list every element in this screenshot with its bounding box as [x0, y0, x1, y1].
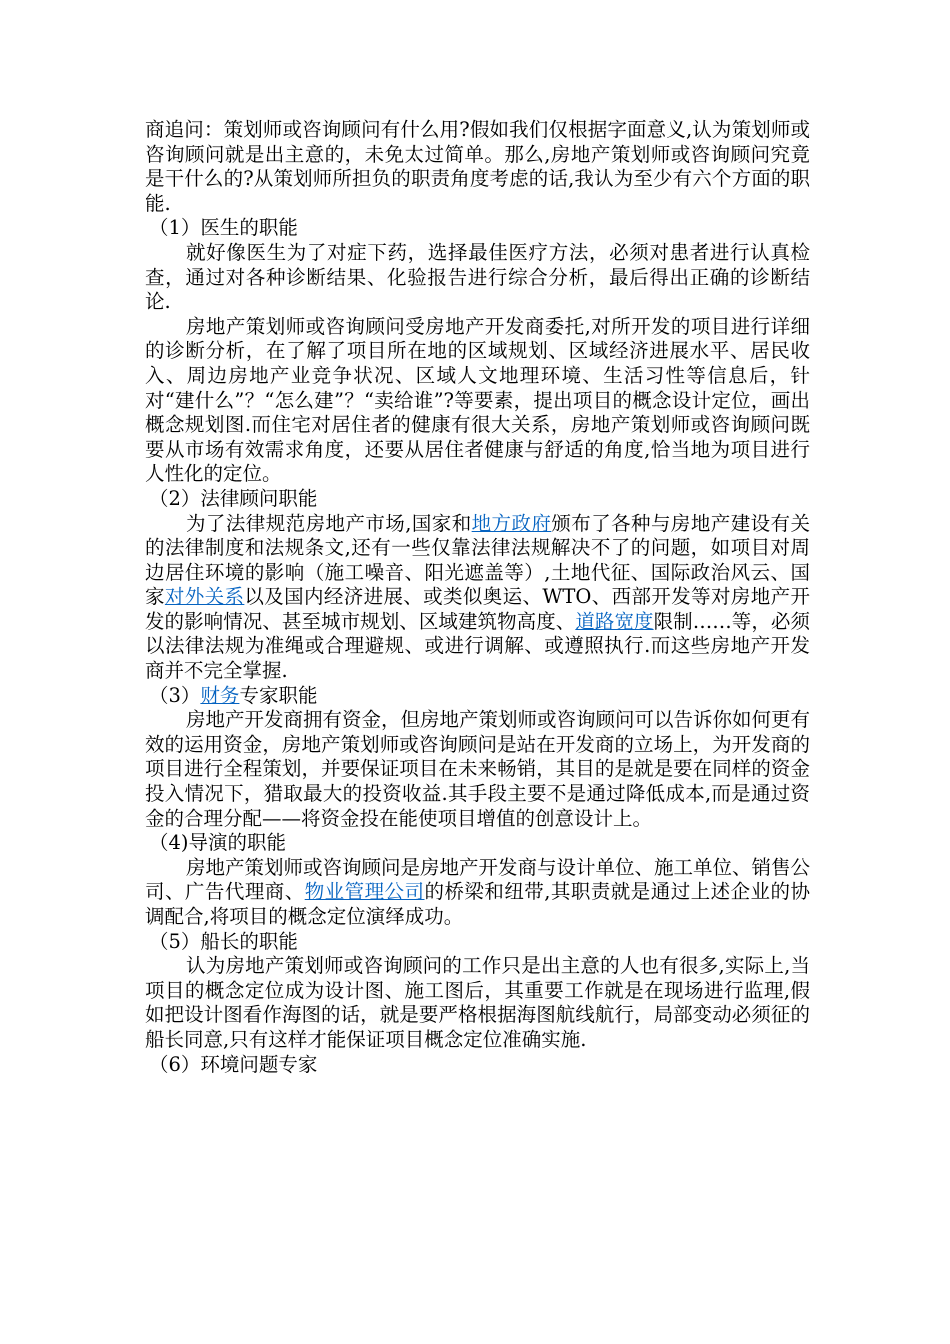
section-2-paragraph — [145, 512, 810, 684]
text-run: 房地产策划师或咨询顾问是房地产开发商与设计单位、施工单位、销售公司、广告代理商、 — [145, 855, 811, 904]
heading-text: 专家职能 — [239, 683, 318, 707]
link-local-government[interactable]: 地方政府 — [471, 511, 552, 535]
section-3-heading — [145, 684, 810, 709]
section-2-heading: （2）法律顾问职能 — [149, 486, 318, 510]
text-run: 以及国内经济进展、或类似奥运、WTO、西部开发等对房地产开发的影响情况、甚至城市规划、区域建筑物高度、 — [145, 585, 810, 633]
heading-number: （3） — [149, 683, 201, 707]
link-foreign-relations[interactable]: 对外关系 — [164, 585, 245, 609]
intro-paragraph: 商追问：策划师或咨询顾问有什么用?假如我们仅根据字面意义,认为策划师或咨询顾问就是出主意的，未免太过简单。那么,房地产策划师或咨询顾问究竟是干什么的?从策划师所担负的职责角度考虑的话,我认为至少有六个方面的职能. — [145, 118, 810, 215]
section-1-paragraph-1: 就好像医生为了对症下药，选择最佳医疗方法，必须对患者进行认真检查，通过对各种诊断结果、化验报告进行综合分析，最后得出正确的诊断结论. — [145, 240, 810, 314]
text-run: 为了法律规范房地产市场,国家和 — [186, 511, 472, 535]
document-page — [145, 118, 810, 1077]
text-run: 颁布了各种与房地产建设有关的法律制度和法规条文,还有一些仅靠法律法规解决不了的问题，如项目对周边居住环境的影响（施工噪音、阳光遮盖等）,土地代征、国际政治风云、国家 — [145, 511, 810, 609]
section-4-heading: （4)导演的职能 — [149, 831, 287, 855]
link-road-width[interactable]: 道路宽度 — [575, 609, 654, 633]
link-property-management[interactable]: 物业管理公司 — [304, 880, 425, 904]
section-3-paragraph: 房地产开发商拥有资金，但房地产策划师或咨询顾问可以告诉你如何更有效的运用资金，房地产策划师或咨询顾问是站在开发商的立场上，为开发商的项目进行全程策划，并要保证项目在未来畅销，其目的是就是要在同样的资金投入情况下，猎取最大的投资收益.其手段主要不是通过降低成本,而是通过资金的合理分配——将资金投在能使项目增值的创意设计上。 — [145, 708, 811, 830]
section-6-heading: （6）环境问题专家 — [149, 1052, 318, 1076]
link-finance[interactable]: 财务 — [200, 683, 240, 707]
text-run: 限制……等，必须以法律法规为准绳或合理避规、或进行调解、或遵照执行.而这些房地产开发商并不完全掌握. — [145, 609, 810, 683]
section-1-heading: （1）医生的职能 — [149, 216, 298, 240]
section-5-heading: （5）船长的职能 — [149, 929, 298, 953]
section-4-paragraph — [145, 856, 810, 930]
text-run: 的桥梁和纽带,其职责就是通过上述企业的协调配合,将项目的概念定位演绎成功。 — [145, 880, 810, 928]
section-1-paragraph-2: 房地产策划师或咨询顾问受房地产开发商委托,对所开发的项目进行详细的诊断分析，在了解了项目所在地的区域规划、区域经济进展水平、居民收入、周边房地产业竞争状况、区域人文地理环境、生活习性等信息后，针对“建什么”？“怎么建”？“卖给谁”?等要素，提出项目的概念设计定位，画出概念规划图.而住宅对居住者的健康有很大关系，房地产策划师或咨询顾问既要从市场有效需求角度，还要从居住者健康与舒适的角度,恰当地为项目进行人性化的定位。 — [145, 314, 810, 486]
section-5-paragraph: 认为房地产策划师或咨询顾问的工作只是出主意的人也有很多,实际上,当项目的概念定位成为设计图、施工图后，其重要工作就是在现场进行监理,假如把设计图看作海图的话，就是要严格根据海图航线航行，局部变动必须征的船长同意,只有这样才能保证项目概念定位准确实施. — [145, 954, 810, 1051]
